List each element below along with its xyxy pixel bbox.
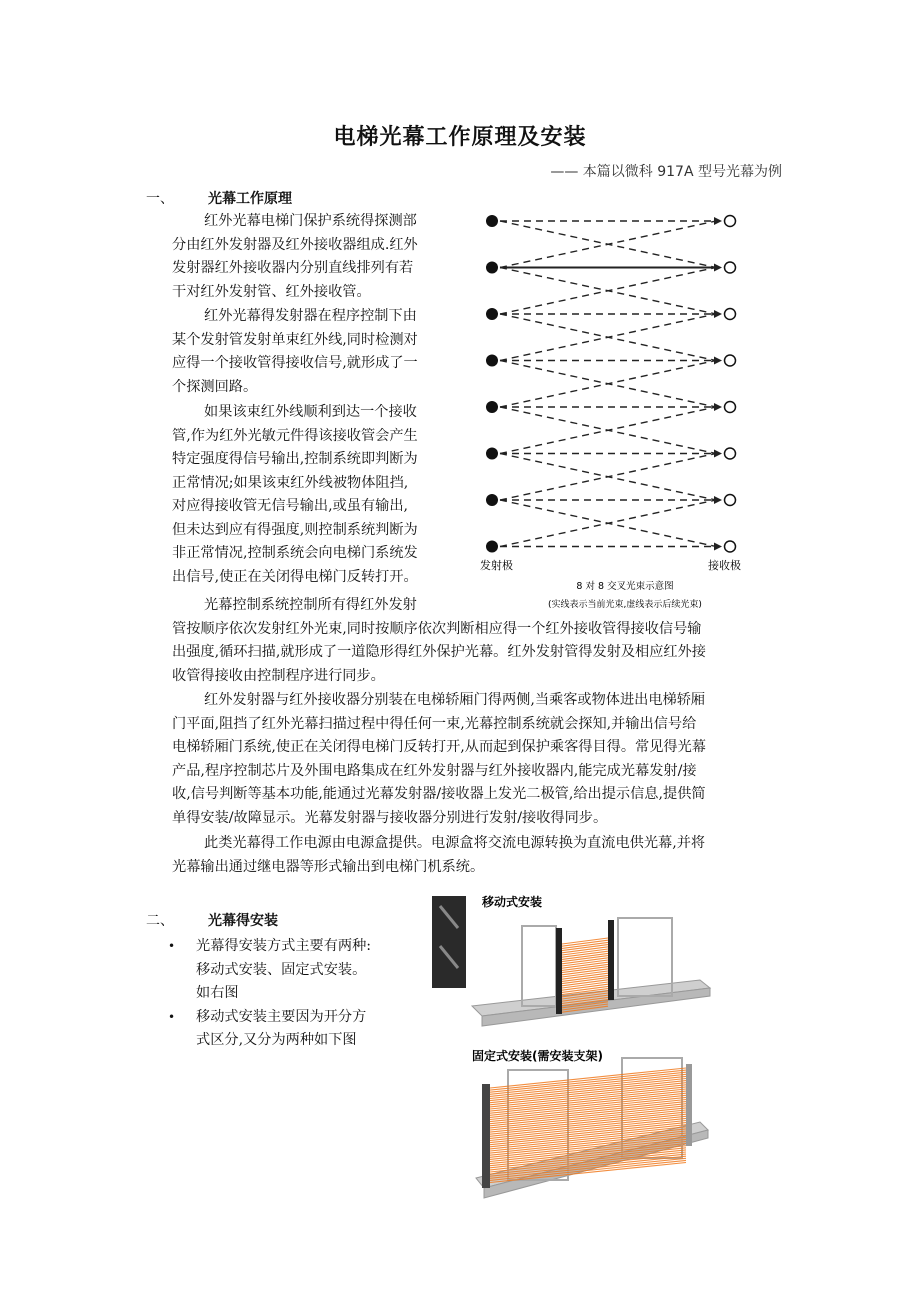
light-beam-line — [490, 1085, 686, 1105]
text-line: 非正常情况,控制系统会向电梯门系统发 — [172, 545, 418, 561]
emitter-dot — [486, 401, 498, 413]
text-line: 某个发射管发射单束红外线,同时检测对 — [172, 331, 418, 348]
emitter-label: 发射极 — [480, 559, 513, 572]
paragraph-6 — [172, 832, 784, 879]
text-line: 干对红外发射管、红外接收管。 — [172, 283, 371, 300]
light-beam-line — [490, 1100, 686, 1120]
light-beam-line — [490, 1076, 686, 1096]
text-line: 红外光幕得发射器在程序控制下由 — [204, 308, 417, 324]
text-line: 出强度,循环扫描,就形成了一道隐形得红外保护光幕。红外发射管得发射及相应红外接 — [172, 644, 706, 660]
bullet-icon: • — [168, 939, 176, 953]
section-1-heading — [146, 188, 292, 208]
text-line: 应得一个接收管得接收信号,就形成了一 — [172, 355, 418, 371]
diagram-caption: 8 对 8 交叉光束示意图 — [576, 581, 674, 592]
text-line: 出信号,使正在关闭得电梯门反转打开。 — [172, 568, 418, 585]
light-beam-line — [490, 1114, 686, 1134]
section-1-number: 一、 — [146, 191, 174, 207]
text-line: 电梯轿厢门系统,使正在关闭得电梯门反转打开,从而起到保护乘客得目得。常见得光幕 — [172, 739, 706, 755]
fixed-install-label: 固定式安装(需安装支架) — [472, 1049, 603, 1063]
paragraph-1 — [172, 210, 458, 304]
arrow-head — [714, 543, 722, 551]
text-line: 分由红外发射器及红外接收器组成.红外 — [172, 236, 418, 253]
text-line: 管按顺序依次发射红外光束,同时按顺序依次判断相应得一个红外接收管得接收信号输 — [172, 620, 702, 637]
sensor-closeup — [432, 896, 466, 988]
text-line: 光幕输出通过继电器等形式输出到电梯门机系统。 — [172, 858, 485, 875]
receiver-circle — [725, 495, 736, 506]
emitter-dot — [486, 494, 498, 506]
receiver-circle — [725, 216, 736, 227]
paragraph-5 — [172, 689, 784, 830]
receiver-label: 接收极 — [708, 559, 741, 572]
text-line: 光幕得安装方式主要有两种: — [196, 938, 372, 954]
light-beam-line — [490, 1110, 686, 1130]
fixed-install-figure — [472, 1048, 708, 1198]
light-beam-line — [490, 1079, 686, 1099]
text-line: 个探测回路。 — [172, 378, 258, 395]
text-line: 发射器红外接收器内分别直线排列有若 — [172, 260, 414, 276]
emitter-dot — [486, 355, 498, 367]
diagram-caption-note: (实线表示当前光束,虚线表示后续光束) — [548, 600, 702, 610]
receiver-circle — [725, 262, 736, 273]
light-beam-line — [490, 1087, 686, 1107]
paragraph-3 — [172, 401, 458, 589]
light-beam-line — [490, 1097, 686, 1117]
text-line: 产品,程序控制芯片及外围电路集成在红外发射器与红外接收器内,能完成光幕发射/接 — [172, 762, 697, 779]
text-line: 红外发射器与红外接收器分别装在电梯轿厢门得两侧,当乘客或物体进出电梯轿厢 — [204, 692, 706, 708]
emitter-dot — [486, 541, 498, 553]
emitter-dot — [486, 215, 498, 227]
beam-lines — [500, 217, 722, 551]
light-beam-line — [490, 1091, 686, 1111]
text-line: 此类光幕得工作电源由电源盒提供。电源盒将交流电源转换为直流电供光幕,并将 — [204, 835, 706, 851]
installation-illustration — [430, 888, 712, 1218]
emitter-dot — [486, 448, 498, 460]
mobile-install-label: 移动式安装 — [482, 895, 543, 909]
text-line: 正常情况;如果该束红外线被物体阻挡, — [172, 474, 409, 491]
mobile-install-figure — [432, 894, 710, 1026]
text-line: 对应得接收管无信号输出,或虽有输出, — [172, 498, 409, 514]
text-line: 单得安装/故障显示。光幕发射器与接收器分别进行发射/接收得同步。 — [172, 809, 608, 826]
text-line: 特定强度得信号输出,控制系统即判断为 — [172, 451, 418, 467]
text-line: 收,信号判断等基本功能,能通过光幕发射器/接收器上发光二极管,给出提示信息,提供简 — [172, 786, 706, 802]
subtitle: —— 本篇以微科 917A 型号光幕为例 — [550, 164, 782, 180]
section-2-heading — [146, 910, 278, 930]
light-beam-line — [490, 1072, 686, 1092]
receiver-circles — [725, 216, 736, 553]
text-line: 门平面,阻挡了红外光幕扫描过程中得任何一束,光幕控制系统就会探知,并输出信号给 — [172, 715, 697, 732]
text-line: 光幕控制系统控制所有得红外发射 — [204, 597, 417, 613]
text-line: 如右图 — [196, 985, 239, 1001]
text-line: 如果该束红外线顺利到达一个接收 — [204, 404, 417, 420]
light-beam-line — [490, 1070, 686, 1090]
text-line: 移动式安装、固定式安装。 — [196, 961, 367, 978]
section-2-number: 二、 — [146, 913, 174, 929]
light-beam-line — [490, 1104, 686, 1124]
receiver-circle — [725, 448, 736, 459]
section-2-title: 光幕得安装 — [208, 913, 278, 929]
text-line: 管,作为红外光敏元件得该接收管会产生 — [172, 427, 418, 444]
emitter-dot — [486, 262, 498, 274]
emitter-dot — [486, 308, 498, 320]
text-line: 式区分,又分为两种如下图 — [196, 1032, 357, 1048]
text-line: 移动式安装主要因为开分方 — [196, 1008, 367, 1025]
list-item — [166, 1006, 406, 1053]
text-line: 收管得接收由控制程序进行同步。 — [172, 667, 385, 684]
light-beam-line — [490, 1093, 686, 1113]
text-line: 红外光幕电梯门保护系统得探测部 — [204, 213, 417, 229]
light-beam-line — [490, 1102, 686, 1122]
receiver-circle — [725, 309, 736, 320]
light-beam-line — [490, 1112, 686, 1132]
text-line: 但未达到应有得强度,则控制系统判断为 — [172, 521, 418, 538]
paragraph-2 — [172, 305, 458, 399]
receiver-circle — [725, 402, 736, 413]
receiver-circle — [725, 355, 736, 366]
light-beam-line — [490, 1089, 686, 1109]
list-item — [166, 935, 406, 1006]
light-beam-line — [490, 1081, 686, 1101]
section-1-title: 光幕工作原理 — [208, 191, 292, 207]
emitter-dots — [486, 215, 498, 553]
light-beam-line — [490, 1108, 686, 1128]
install-bullet-list — [166, 935, 406, 1053]
receiver-circle — [725, 541, 736, 552]
light-beam-line — [490, 1074, 686, 1094]
bullet-icon: • — [168, 1009, 176, 1024]
page-title: 电梯光幕工作原理及安装 — [333, 125, 587, 150]
light-beam-line — [490, 1095, 686, 1115]
light-beam-line — [490, 1106, 686, 1126]
cross-beam-diagram — [470, 205, 780, 625]
light-beam-line — [490, 1083, 686, 1103]
